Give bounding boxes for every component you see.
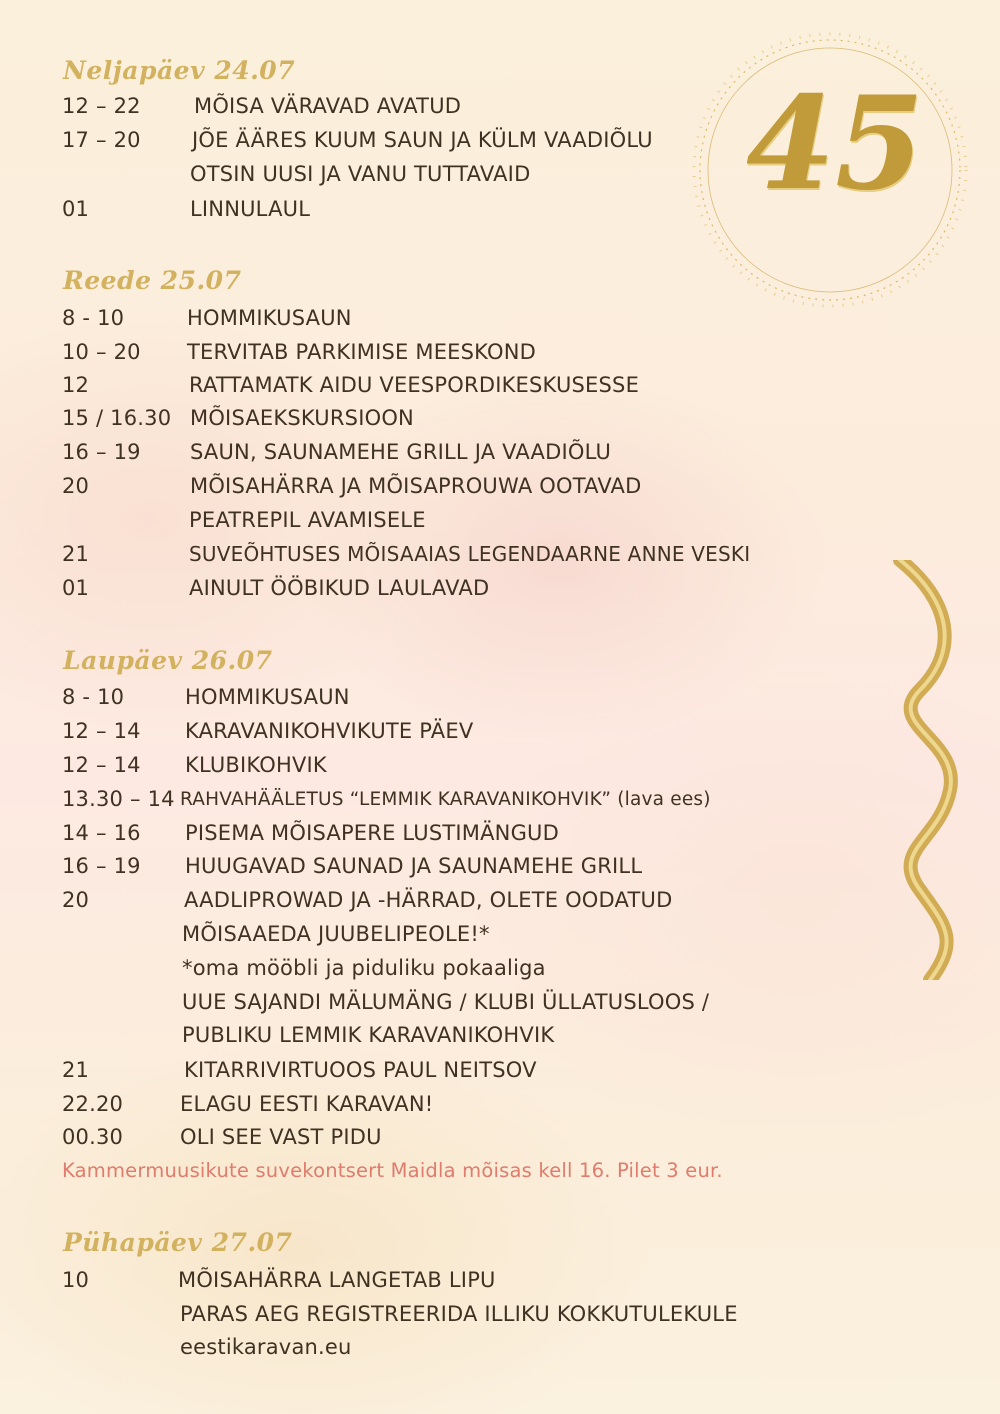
ribbon-icon [890,560,980,980]
day-heading-sunday: Pühapäev 27.07 [63,1228,293,1257]
anniversary-wreath [680,20,980,320]
day-heading-friday: Reede 25.07 [63,266,242,295]
wreath-ring-sparkle [694,34,966,306]
anniversary-number: 45 [745,69,925,219]
day-heading-thursday: Neljapäev 24.07 [63,56,296,85]
website-link[interactable]: eestikaravan.eu [180,1335,352,1359]
wreath-ring-outer [700,40,960,300]
wreath-ring-inner [708,48,952,292]
concert-note: Kammermuusikute suvekontsert Maidla mõisas kell 16. Pilet 3 eur. [62,1159,723,1182]
day-heading-saturday: Laupäev 26.07 [63,646,273,675]
